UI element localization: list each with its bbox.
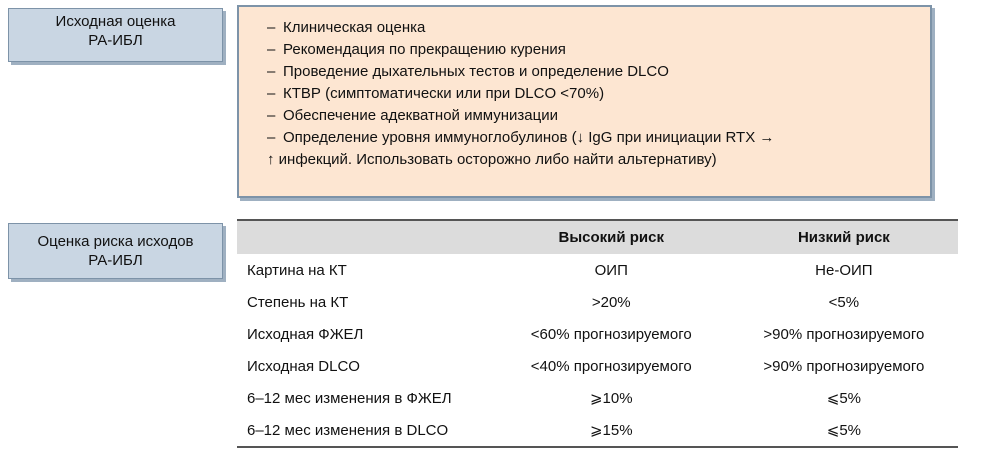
high-risk-value: ОИП — [594, 261, 628, 279]
low-risk-value: >90% прогнозируемого — [763, 357, 925, 375]
assessment-item: – КТВР (симптоматически или при DLCO <70%) — [267, 85, 605, 102]
header-empty — [237, 220, 493, 254]
row-label: Степень на КТ — [247, 293, 349, 311]
high-risk-value: <60% прогнозируемого — [530, 325, 692, 343]
assessment-item: – Рекомендация по прекращению курения — [267, 41, 566, 58]
assessment-item-continuation: ↑ инфекций. Использовать осторожно либо найти альтернативу) — [267, 151, 717, 168]
assessment-item: – Проведение дыхательных тестов и определение DLCO — [267, 63, 669, 80]
high-risk-value: ⩾10% — [589, 390, 633, 407]
risk-table — [237, 219, 958, 448]
low-risk-value: ⩽5% — [730, 414, 958, 447]
risk-assessment-label — [8, 223, 223, 279]
row-label: 6–12 мес изменения в ФЖЕЛ — [247, 389, 452, 407]
low-risk-value: ⩽5% — [826, 390, 861, 407]
row-label: Исходная DLCO — [247, 357, 360, 375]
row-label: Исходная ФЖЕЛ — [247, 325, 364, 343]
initial-label-line2: РА-ИБЛ — [88, 32, 143, 49]
risk-label-line1: Оценка риска исходов — [37, 233, 194, 250]
row-label: 6–12 мес изменения в DLCO — [237, 414, 493, 447]
table-row — [237, 254, 958, 286]
header-low-risk: Низкий риск — [730, 220, 958, 254]
low-risk-value: Не-ОИП — [815, 261, 873, 279]
assessment-item: – Обеспечение адекватной иммунизации — [267, 107, 558, 124]
risk-table-header — [237, 220, 958, 254]
initial-assessment-label — [8, 8, 223, 62]
table-row — [237, 350, 958, 382]
assessment-item: – Клиническая оценка — [267, 19, 426, 36]
table-row — [237, 286, 958, 318]
table-row — [237, 414, 958, 447]
initial-label-line1: Исходная оценка — [55, 13, 176, 30]
high-risk-value: <40% прогнозируемого — [530, 357, 692, 375]
low-risk-value: <5% — [828, 293, 860, 311]
row-label: Картина на КТ — [247, 261, 347, 279]
initial-assessment-box — [237, 5, 932, 198]
high-risk-value: ⩾15% — [493, 414, 730, 447]
table-row — [237, 382, 958, 414]
low-risk-value: >90% прогнозируемого — [763, 325, 925, 343]
assessment-item: – Определение уровня иммуноглобулинов (↓ IgG при инициации RTX → ↑ инфекций. Использовать осторожно либо найти альтернативу) — [267, 127, 930, 171]
assessment-list — [267, 17, 930, 171]
table-row — [237, 318, 958, 350]
header-high-risk: Высокий риск — [493, 220, 730, 254]
high-risk-value: >20% — [591, 293, 631, 311]
risk-label-line2: РА-ИБЛ — [88, 252, 143, 269]
